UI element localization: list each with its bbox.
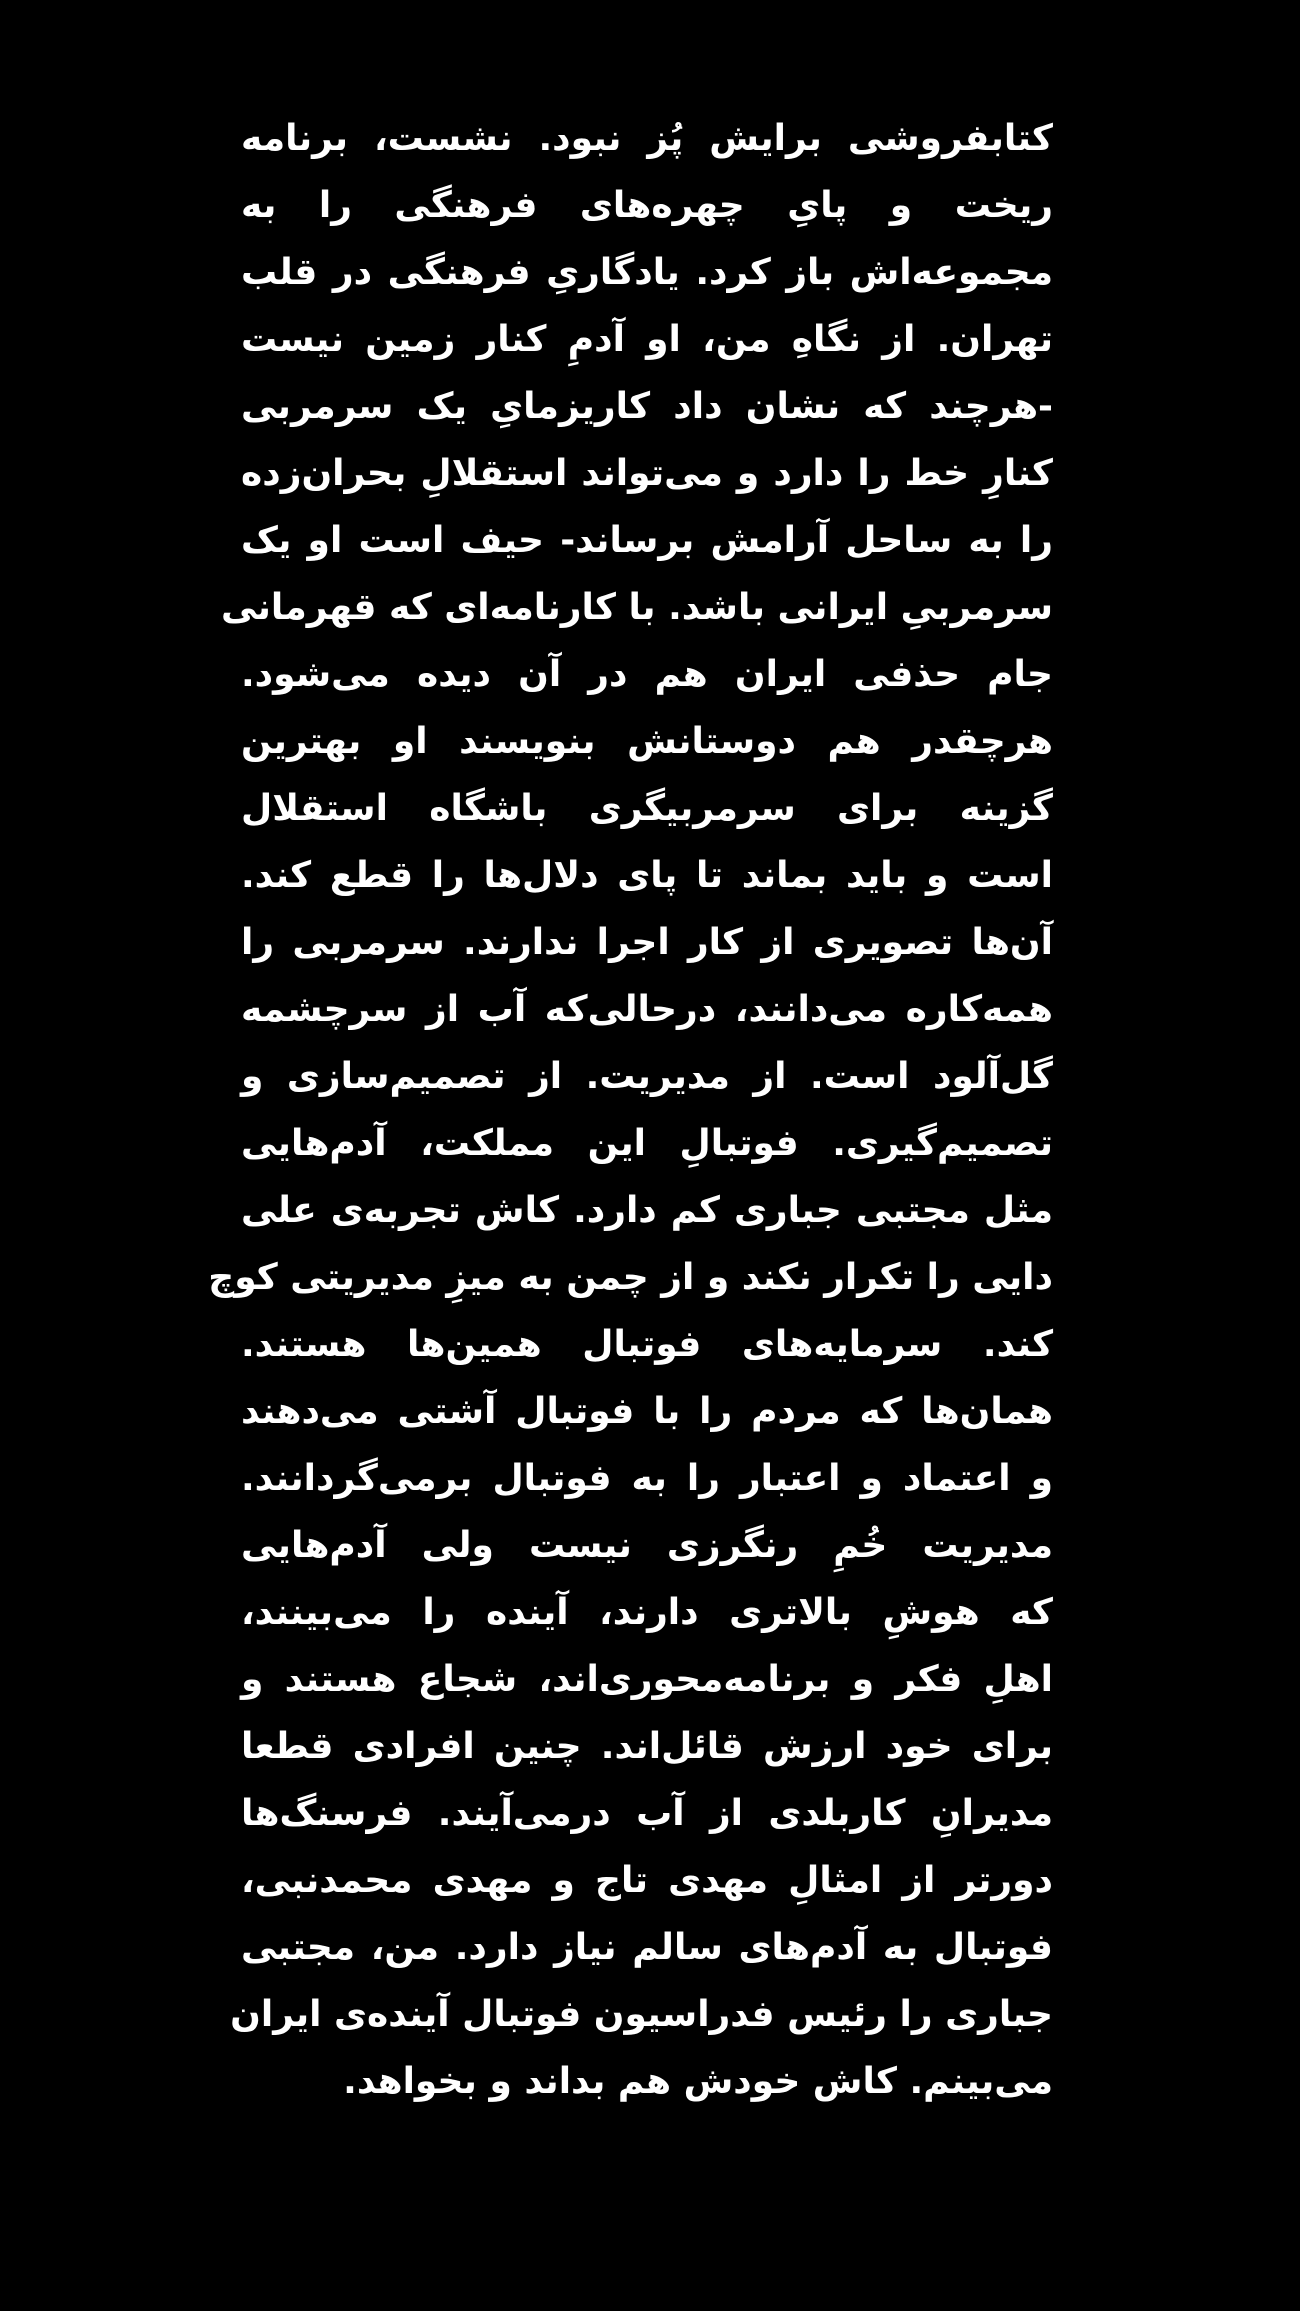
article-text bbox=[208, 105, 1053, 2115]
text-line-12: است و باید بماند تا پای دلال‌ها را قطع کند. bbox=[241, 855, 1053, 896]
text-line-26: مدیرانِ کاربلدی از آب درمی‌آیند. فرسنگ‌ها bbox=[241, 1793, 1053, 1834]
text-line-27: دورتر از امثالِ مهدی تاج و مهدی محمدنبی، bbox=[241, 1860, 1053, 1901]
text-line-22: مدیریت خُمِ رنگرزی نیست ولی آدم‌هایی bbox=[241, 1525, 1053, 1566]
text-line-8: سرمربیِ ایرانی باشد. با کارنامه‌ای که قهرمانی bbox=[220, 587, 1053, 628]
text-line-16: تصمیم‌گیری. فوتبالِ این مملکت، آدم‌هایی bbox=[241, 1123, 1053, 1164]
text-line-1: کتابفروشی برایش پُز نبود. نشست، برنامه bbox=[241, 118, 1053, 159]
text-line-23: که هوشِ بالاتری دارند، آینده را می‌بینند، bbox=[241, 1592, 1053, 1633]
text-line-13: آن‌ها تصویری از کار اجرا ندارند. سرمربی را bbox=[241, 922, 1053, 963]
text-line-24: اهلِ فکر و برنامه‌محوری‌اند، شجاع هستند و bbox=[241, 1659, 1053, 1700]
text-line-28: فوتبال به آدم‌های سالم نیاز دارد. من، مجتبی bbox=[241, 1927, 1053, 1968]
text-line-10: هرچقدر هم دوستانش بنویسند او بهترین bbox=[241, 721, 1053, 762]
text-line-30: می‌بینم. کاش خودش هم بداند و بخواهد. bbox=[343, 2061, 1053, 2102]
text-line-19: کند. سرمایه‌های فوتبال همین‌ها هستند. bbox=[241, 1324, 1053, 1365]
text-line-20: همان‌ها که مردم را با فوتبال آشتی می‌دهند bbox=[241, 1391, 1053, 1432]
text-line-3: مجموعه‌اش باز کرد. یادگاریِ فرهنگی در قلب bbox=[241, 252, 1053, 293]
text-line-18: دایی را تکرار نکند و از چمن به میزِ مدیریتی کوچ bbox=[208, 1257, 1053, 1298]
text-line-25: برای خود ارزش قائل‌اند. چنین افرادی قطعا bbox=[241, 1726, 1053, 1767]
text-line-15: گل‌آلود است. از مدیریت. از تصمیم‌سازی و bbox=[241, 1056, 1053, 1097]
text-line-6: کنارِ خط را دارد و می‌تواند استقلالِ بحران‌زده bbox=[241, 453, 1053, 494]
text-line-14: همه‌کاره می‌دانند، درحالی‌که آب از سرچشمه bbox=[241, 989, 1053, 1030]
text-line-4: تهران. از نگاهِ من، او آدمِ کنار زمین نیست bbox=[241, 319, 1053, 360]
text-line-11: گزینه برای سرمربیگری باشگاه استقلال bbox=[241, 788, 1053, 829]
text-line-2: ریخت و پایِ چهره‌های فرهنگی را به bbox=[241, 185, 1053, 226]
text-line-21: و اعتماد و اعتبار را به فوتبال برمی‌گردانند. bbox=[241, 1458, 1053, 1499]
text-line-17: مثل مجتبی جباری کم دارد. کاش تجربه‌ی علی bbox=[241, 1190, 1053, 1231]
text-line-9: جام حذفی ایران هم در آن دیده می‌شود. bbox=[241, 654, 1053, 695]
text-line-5: -هرچند که نشان داد کاریزمایِ یک سرمربی bbox=[241, 386, 1053, 427]
text-line-29: جباری را رئیس فدراسیون فوتبال آینده‌ی ایران bbox=[230, 1994, 1053, 2035]
text-line-7: را به ساحل آرامش برساند- حیف است او یک bbox=[241, 520, 1053, 561]
